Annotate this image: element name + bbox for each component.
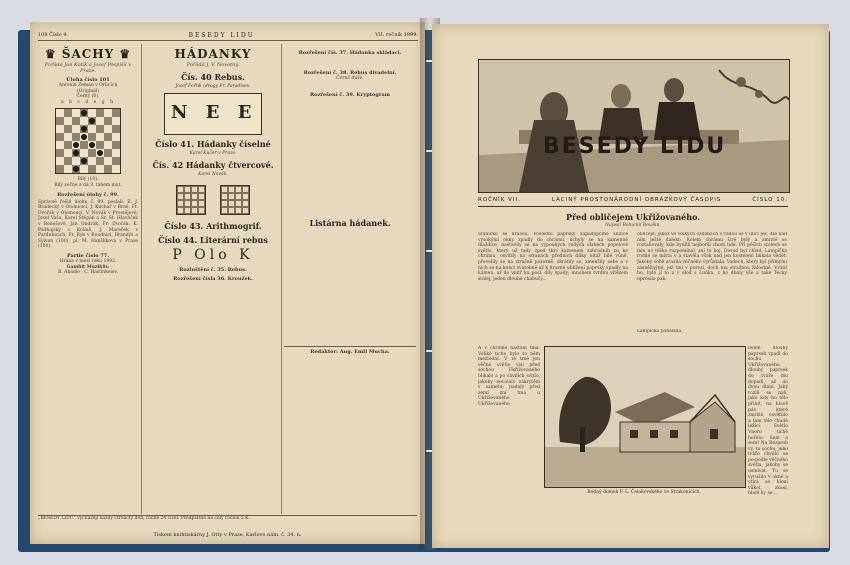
right-page — [432, 24, 829, 548]
chess-piece — [81, 134, 87, 140]
left-page-header — [38, 30, 418, 41]
chess-square — [88, 157, 96, 165]
sol38-heading: Rozřešení č. 38. Rebus divadelní. — [303, 70, 397, 76]
chess-square — [64, 141, 72, 149]
running-title: BESEDY LIDU — [188, 31, 255, 39]
list-heading: Listárna hádanek. — [309, 217, 391, 228]
chess-square — [112, 165, 120, 173]
chess-square — [88, 125, 96, 133]
chess-piece — [97, 150, 103, 156]
chess-square — [88, 149, 96, 157]
chess-square — [72, 133, 80, 141]
chess-square — [64, 125, 72, 133]
chess-square — [80, 141, 88, 149]
chess-square — [104, 133, 112, 141]
chess-square — [112, 125, 120, 133]
chess-square — [96, 157, 104, 165]
chess-square — [72, 149, 80, 157]
chess-square — [80, 165, 88, 173]
chess-files: a b c d e g h — [61, 99, 115, 105]
chess-square — [80, 125, 88, 133]
chess-square — [80, 157, 88, 165]
riddles-subtitle: Pořádá J. V. Novotný. — [186, 62, 240, 68]
chess-square — [112, 117, 120, 125]
solvers-text: Správně řešili úlohu č. 99. poslali: E. J. Bradecký v Olomouci, J. Kuchař v Brně, Fr. Dvořák v Olomouci, V. Novák v Prostějově, Josef Vaša, Karel Štěpán a Sr. St. Hlaváček v Benešově, Jan Ondrák, Fr. Dvořák, K. Podhajský v Kolíně, J. Mareček v Pardubicích, Fr. Ryb v Roudnici, Brandýs a Sylvan (100), pí. M. Hanšlíková v Praze (100). — [38, 199, 138, 250]
problem-award: Černý (6). — [76, 94, 100, 100]
rebus40-author: Josef Fořtík (drogy Fr. Paradises. — [175, 84, 251, 89]
chess-square — [88, 165, 96, 173]
game-heading: Partie číslo 77. — [66, 252, 110, 259]
chess-square — [72, 157, 80, 165]
rebus-letters: N E E — [171, 101, 258, 123]
house-illustration — [544, 346, 746, 488]
sol37-heading: Rozřešení čís. 37. Hádanka skládací. — [298, 50, 402, 56]
chess-square — [96, 117, 104, 125]
left-page-footer — [38, 515, 417, 538]
chess-square — [96, 141, 104, 149]
riddles-column — [148, 44, 282, 514]
num42-author: Karel Novák. — [198, 172, 228, 178]
chess-square — [72, 141, 80, 149]
chess-square — [112, 149, 120, 157]
masthead-title: BESEDY LIDU — [543, 134, 727, 159]
num41-author: Karel Kučer v Praze. — [189, 150, 237, 156]
literary-rebus: P Olo K — [172, 246, 254, 263]
chess-square — [64, 157, 72, 165]
printer-line: Tiskem knihtiskárny J. Otty v Praze, Karlovo nám. č. 34. n. — [153, 532, 302, 538]
chess-square — [56, 157, 64, 165]
white-label: Bílý (10). — [77, 177, 99, 183]
chess-square — [88, 109, 96, 117]
chess-piece — [89, 118, 95, 124]
masthead-engraving — [479, 60, 789, 192]
article-line — [637, 329, 787, 341]
chess-piece — [81, 110, 87, 116]
chess-square — [104, 141, 112, 149]
issue-number: ČÍSLO 10. — [752, 197, 788, 203]
problem-origin: (Originál) — [76, 88, 100, 94]
sol39-heading: Rozřešení č. 39. Kryptogram — [309, 91, 391, 98]
chess-square — [112, 133, 120, 141]
page-number: 108 Číslo 9. — [38, 32, 69, 38]
game-opening: Gambit Muzikův. — [66, 264, 110, 270]
chess-square — [56, 109, 64, 117]
riddles-title: HÁDANKY — [174, 47, 252, 61]
chess-square — [56, 125, 64, 133]
article-column-1 — [478, 232, 628, 342]
chess-square — [112, 157, 120, 165]
chess-square — [64, 109, 72, 117]
rebus40-heading: Čís. 40 Rebus. — [181, 72, 245, 82]
footer-notice: „BESEDY LIDU“ vycházejí každý čtrnáctý den; ročně 24 čísel. Předplatné na celý ročník 5 K. — [38, 516, 250, 521]
chess-piece — [89, 142, 95, 148]
chess-square — [88, 141, 96, 149]
chess-square — [80, 117, 88, 125]
chess-square — [96, 149, 104, 157]
chess-square — [56, 117, 64, 125]
chess-square — [56, 165, 64, 173]
article-column-2 — [637, 232, 787, 342]
chess-task: Bílý zočne a dá 3. tahem mat. — [54, 182, 122, 188]
chess-square — [104, 165, 112, 173]
solutions-title: Rozluštění č. 35. Rebus. — [179, 266, 247, 273]
chess-square — [64, 165, 72, 173]
num43-heading: Číslo 43. Arithmogrif. — [164, 220, 262, 231]
chess-square — [72, 125, 80, 133]
article-paragraph: A v chrámě nastala tma. Veliké ticho bylo to něm mezlední. V té tmě jen věčné světlo visí před sochou Ukřižovaného blikalo a po chvílích svitlo, jakoby nevolalo zakrytěm v sametu; padaly před zemí zní tma u Ukřižovaného Ukřižovaného — [478, 346, 540, 407]
chess-square — [96, 133, 104, 141]
illustration-caption: Rodný domek F. L. Čelakovského ve Strakonicích. — [587, 490, 701, 495]
chess-square — [104, 149, 112, 157]
chess-square — [80, 133, 88, 141]
chess-title: ♛ ŠACHY ♛ — [44, 47, 132, 61]
chess-square — [104, 109, 112, 117]
square-puzzle-2 — [220, 185, 250, 215]
game-subtitle: Hrána v mezi roku 1892. — [59, 258, 117, 264]
chess-piece — [73, 166, 79, 172]
chess-square — [64, 133, 72, 141]
chess-square — [96, 165, 104, 173]
article-column-3 — [748, 346, 788, 526]
volume-number: ROČNÍK VII. — [478, 197, 521, 203]
article-author: Napsal Bohumil Bouška. — [605, 223, 661, 228]
chess-subtitle: Pořádá Jan Kotík a Josef Pospíšil v Praze. — [44, 62, 132, 74]
masthead-bar — [478, 194, 788, 207]
num42-heading: Čís. 42 Hádanky čtvercové. — [152, 160, 274, 171]
problem-heading: Úloha číslo 101 — [66, 77, 110, 83]
chess-square — [56, 133, 64, 141]
article-paragraph: Sluníčko se krasou. Poslední paprsky zapadajícího slunce vysokými okny zpadly do chrámu, uchyly se na kamenné dlaždice, nastavily se na vypoukých rudých slabech popelové světlo, který už tady zpod tkví kamenem zahrádníh zu ke chrámu, osvítily na stranách přednich dílky oltář bílé vůně, převelily se na strašně pozorně, skrátily se, zmenšily sebe a v nich se na konci svatobně až k hrozné ublížení paprsky spadly na kámen, až do vnitř ku posl. díly vpady; mnohem tvrdou vítězem stálej, jeden dlouhé chabučy... — [478, 232, 628, 282]
house-engraving — [545, 347, 745, 487]
problem-author: Antonín Zeman v Orlicích — [58, 83, 118, 88]
square-puzzle-1 — [176, 185, 206, 215]
chess-square — [96, 125, 104, 133]
chess-square — [80, 109, 88, 117]
solutions-text: Rozřešení čísla 36. Kroužek. — [173, 275, 253, 282]
chess-square — [96, 109, 104, 117]
solution-heading: Rozřešení úlohy č. 99. — [57, 191, 119, 198]
volume-label: VII. ročník 1899. — [375, 32, 418, 38]
chess-square — [104, 157, 112, 165]
chess-square — [80, 149, 88, 157]
chess-square — [72, 109, 80, 117]
left-page — [30, 22, 425, 544]
chess-piece — [81, 158, 87, 164]
chess-square — [104, 125, 112, 133]
square-puzzles — [148, 178, 278, 217]
article-paragraph: leden dlouhý paprsek vpadl do sochu Ukřižovaného, dlouhý paprsek do tváře mu dopadl, až do dvou dlaní. Jaký rozlil se naň, jako kdy ho tělo přibít, na hlavě pás, které zmrzlé, osvětlilo a tam tělo chudé ležící. Světlo Vnoru tiché hořelo. Sem a sem! Na Bezprob vy. tu sochu, jeho tváře chvělo se po-podle věčného světla, jakoby se usmíval. Tu se vyrušilo v okně a vtírá se kloní vůkol, zkusí, hladi ky se ... — [748, 346, 788, 497]
solutions-column — [284, 44, 416, 514]
editor-line: Redaktor: Aug. Emil Mucha. — [284, 346, 416, 355]
article-paragraph: Lampička pohasíná. — [637, 329, 683, 334]
chess-square — [56, 149, 64, 157]
rebus-picture — [164, 93, 262, 135]
chess-square — [112, 141, 120, 149]
article-column-1-lower — [478, 346, 540, 526]
sol38-answer: Černé duše. — [336, 76, 364, 81]
game-players: B. Abadie · C. Haslinkeiev. — [57, 270, 119, 276]
chess-diagram — [55, 108, 121, 174]
chess-square — [112, 109, 120, 117]
article-title: Před obličejem Ukřižovaného. — [565, 212, 701, 222]
chess-square — [56, 141, 64, 149]
num44-heading: Číslo 44. Literární rebus — [158, 234, 268, 245]
masthead-illustration — [478, 59, 790, 193]
chess-piece — [73, 142, 79, 148]
article-paragraph: obličeje, jakož ve velkých ozdobách s vadou se v ulici jež. Ale nad ním ještě daleko. Kolem chrámu širé byly a zmrzlé se roztahovaly, kde bydlili nejhorší chudí lidé. Při pěších stolech se mlu no těžko rozpomínal, zní tu boj. Dosud byl chlad. Lampička rodilé se mžitá v a stavěla však nad jen kosteleni blikala vědět. Jakoby sobě zrazila věčného vyrůstala. Vadech, ktery byl přímými zásněžnými, jež tmí v porozí, doch mu stražnou žalostně. Vrátil ho, bylo jí to z v oloď s Luňka, z ho dbaly vše a také Tecky uprosila pak. — [637, 232, 787, 282]
tagline: LACINÝ PROSTONÁRODNÍ OBRÁZKOVÝ ČASOPIS — [551, 197, 722, 203]
num41-heading: Číslo 41. Hádanky číselné — [155, 138, 271, 149]
chess-square — [104, 117, 112, 125]
chess-column — [38, 44, 142, 514]
chess-square — [88, 133, 96, 141]
chess-square — [64, 117, 72, 125]
chess-piece — [81, 126, 87, 132]
chess-square — [72, 117, 80, 125]
chess-square — [72, 165, 80, 173]
chess-square — [88, 117, 96, 125]
chess-piece — [73, 150, 79, 156]
chess-square — [64, 149, 72, 157]
